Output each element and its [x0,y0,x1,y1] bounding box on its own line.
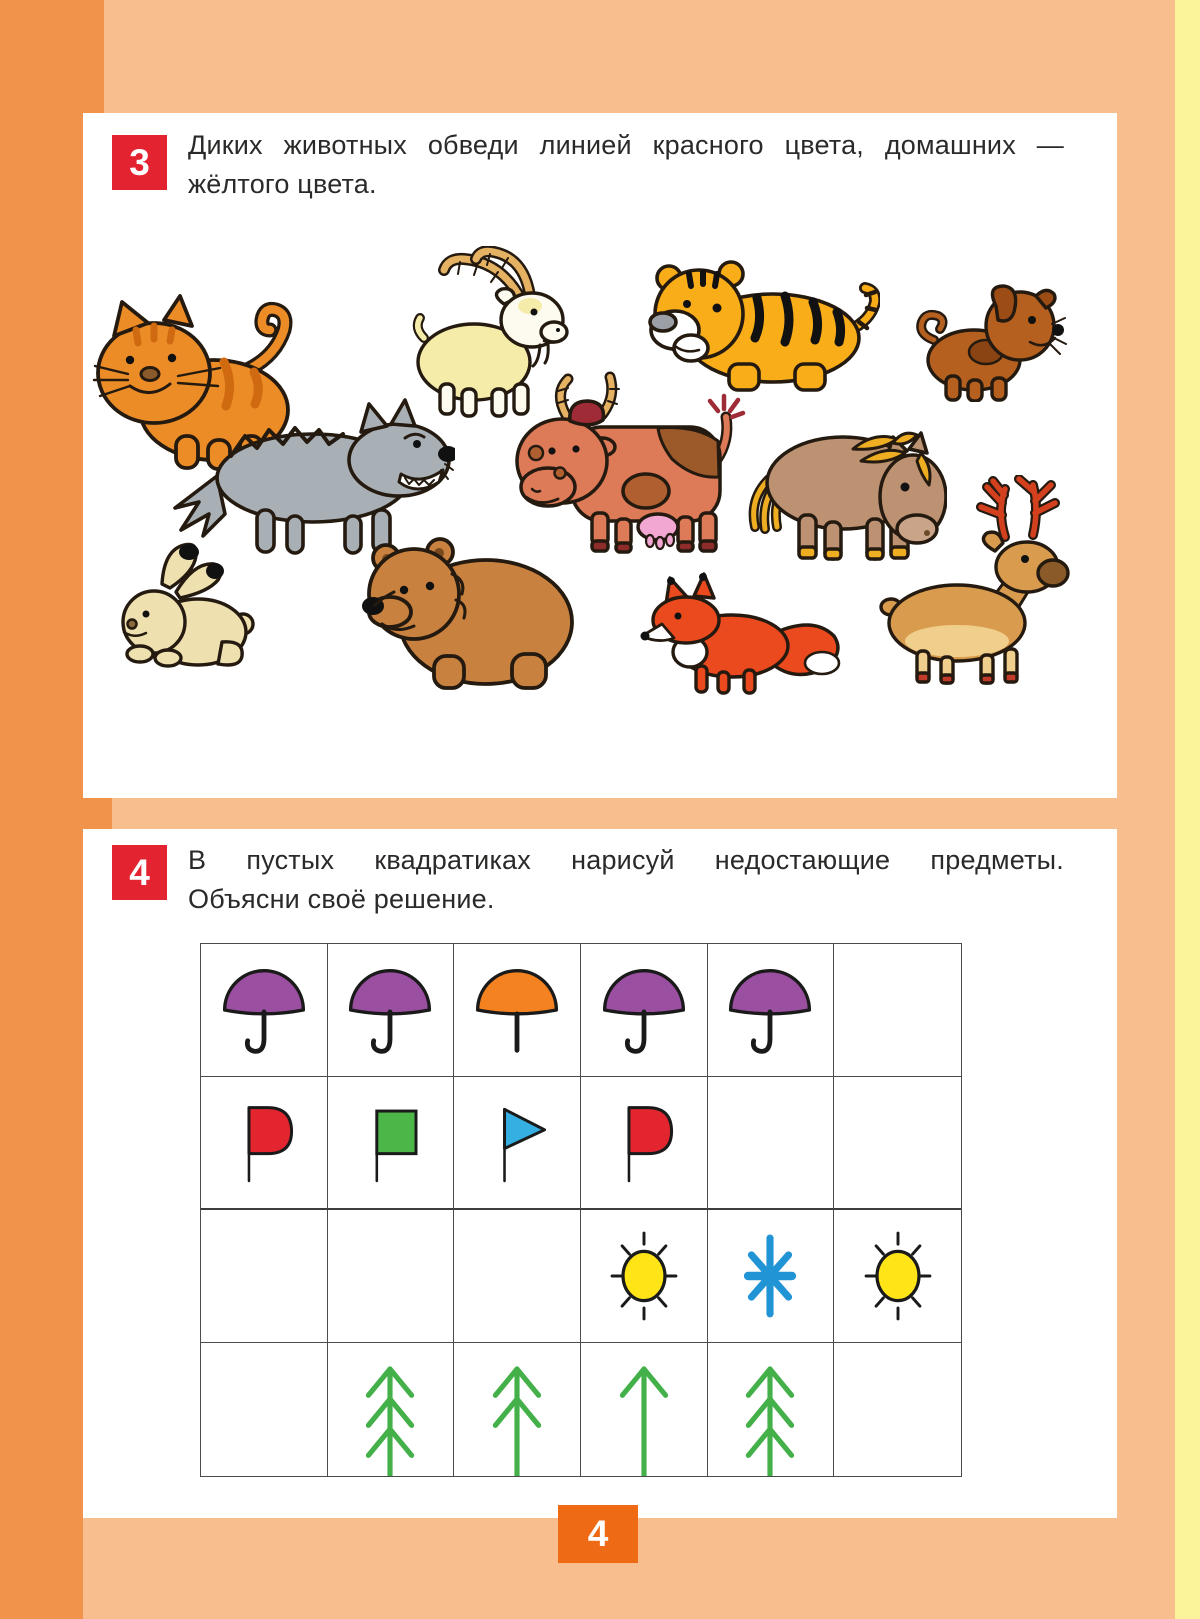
fox-figure[interactable] [640,550,845,695]
grid-cell-umbrella-purple[interactable] [708,944,835,1077]
hare-figure[interactable] [110,536,260,670]
left-orange-bar [0,0,83,1619]
grid-cell-sun[interactable] [834,1210,961,1343]
pattern-grid [200,943,962,1477]
grid-cell-flag-green[interactable] [328,1077,455,1210]
task4-text-line1: В пустых квадратиках нарисуй недостающие предметы. [188,845,1064,875]
grid-cell-flag-red[interactable] [201,1077,328,1210]
grid-cell-umbrella-purple[interactable] [201,944,328,1077]
left-bar-step-top [83,0,104,113]
task4-number-badge: 4 [112,845,167,900]
grid-cell-umbrella-purple[interactable] [581,944,708,1077]
grid-cell-tree-1[interactable] [581,1343,708,1476]
wolf-figure[interactable] [165,380,455,555]
task4-text [188,841,1064,919]
grid-cell-empty[interactable] [708,1077,835,1210]
grid-cell-empty[interactable] [201,1210,328,1343]
deer-figure[interactable] [865,475,1075,687]
task4-text-line2: Объясни своё решение. [188,884,495,914]
grid-cell-sun[interactable] [581,1210,708,1343]
bear-figure[interactable] [360,530,575,695]
grid-cell-empty[interactable] [834,1343,961,1476]
dog-figure[interactable] [912,280,1067,402]
grid-cell-flag-red[interactable] [581,1077,708,1210]
grid-cell-snowflake[interactable] [708,1210,835,1343]
left-bar-step-middle [83,798,112,829]
right-yellow-strip [1175,0,1200,1619]
task3-text-line2: жёлтого цвета. [188,169,377,199]
task3-text [188,126,1064,204]
grid-cell-tree-3[interactable] [328,1343,455,1476]
grid-cell-flag-blue[interactable] [454,1077,581,1210]
grid-cell-empty[interactable] [201,1343,328,1476]
task3-number-badge: 3 [112,135,167,190]
grid-cell-empty[interactable] [834,944,961,1077]
grid-cell-empty[interactable] [328,1210,455,1343]
grid-cell-tree-3[interactable] [708,1343,835,1476]
grid-cell-tree-2[interactable] [454,1343,581,1476]
grid-cell-umbrella-orange[interactable] [454,944,581,1077]
grid-cell-empty[interactable] [834,1077,961,1210]
grid-cell-umbrella-purple[interactable] [328,944,455,1077]
grid-cell-empty[interactable] [454,1210,581,1343]
page-number-badge: 4 [558,1505,638,1563]
task3-text-line1: Диких животных обведи линией красного цвета, домашних — [188,130,1064,160]
